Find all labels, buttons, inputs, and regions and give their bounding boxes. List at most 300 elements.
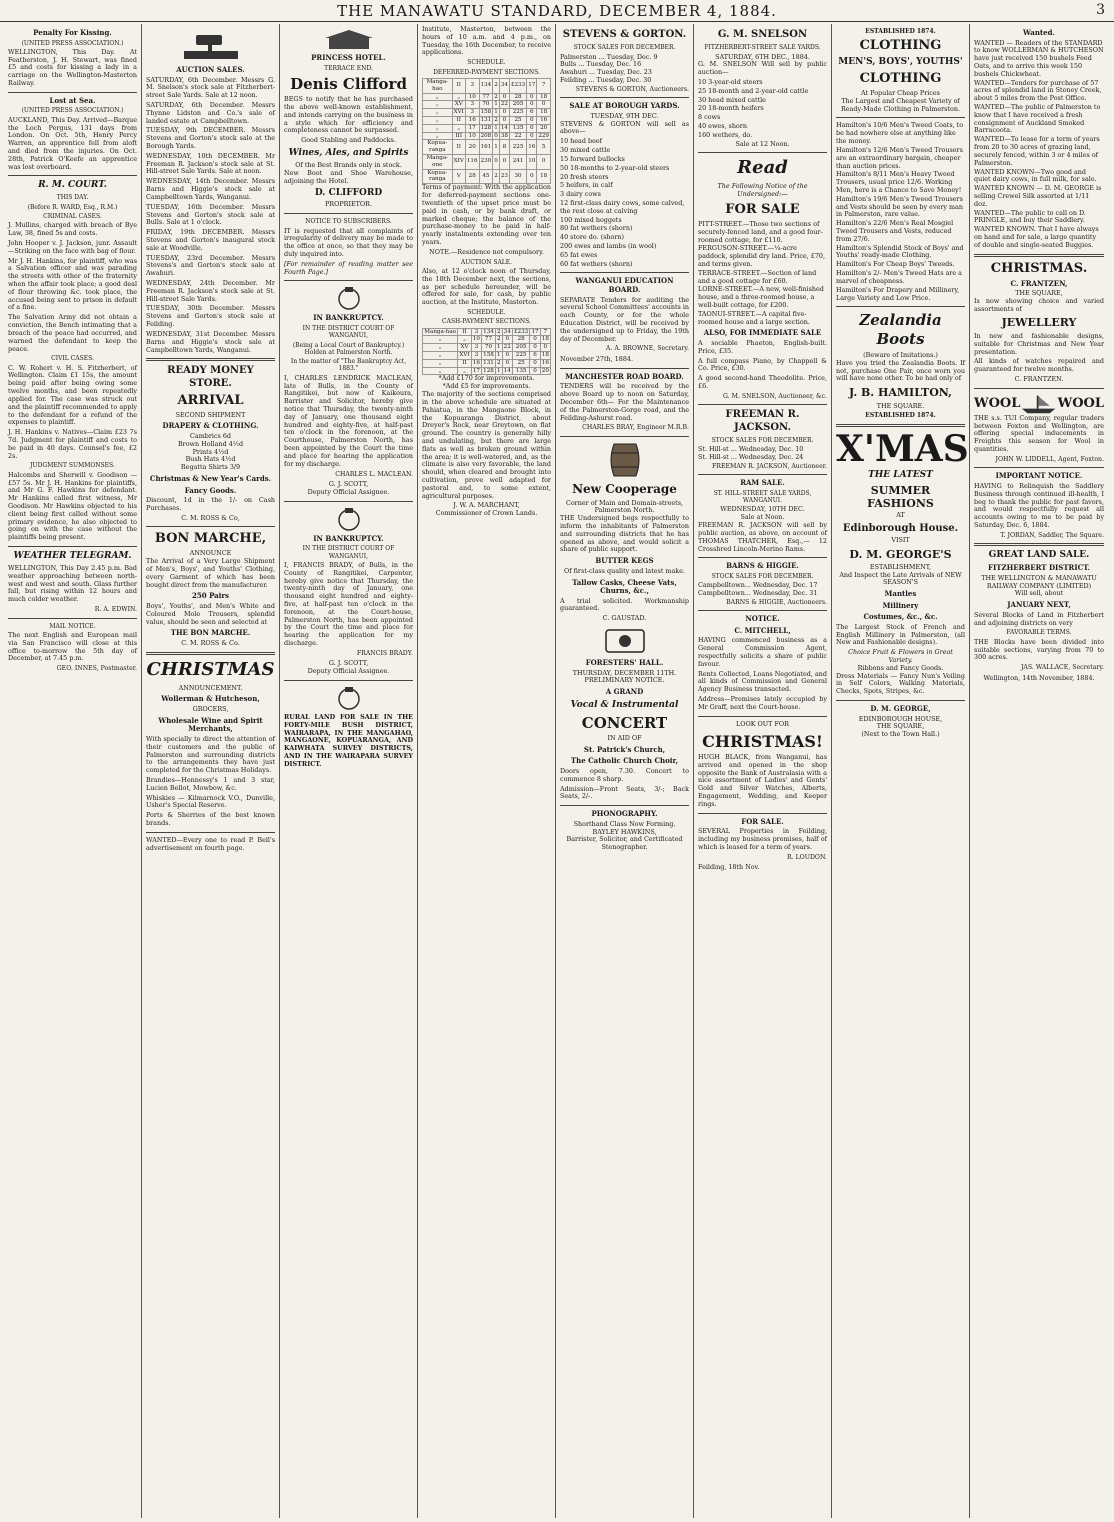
wallace-date: Wellington, 14th November, 1884. bbox=[983, 673, 1095, 682]
bankruptcy-holden: (Being a Local Court of Bankruptcy.) Holden at Palmerston North. bbox=[292, 341, 405, 356]
civil-para: J. H. Hankins v. Natives—Claim £23 7s 7d. Judgment for plaintiff and costs to be paid in 40 days. Counsel's fee, £2 2s. bbox=[8, 428, 137, 460]
table-cell: 18 bbox=[541, 352, 549, 358]
table-cell: 1 bbox=[496, 352, 501, 358]
table-cell: 77 bbox=[482, 336, 496, 344]
table-row bbox=[423, 132, 551, 140]
sg-signature: STEVENS & GORTON, Auctioneers. bbox=[575, 85, 689, 93]
notice-text: IT is requested that all complaints of irregularity of delivery may be made to the office at once, so that they may be duly inquired into. bbox=[284, 226, 413, 258]
visit: VISIT bbox=[891, 536, 910, 545]
bayley-name: BAYLEY HAWKINS, bbox=[592, 827, 657, 836]
frantzen-text: Is now showing choice and varied assortments of bbox=[974, 296, 1104, 313]
marchant-name: J. W. A. MARCHANT, bbox=[453, 501, 520, 510]
table-row bbox=[423, 116, 551, 124]
table-cell: 70 bbox=[479, 101, 493, 109]
table-cell: 0 bbox=[499, 93, 509, 101]
column-7 bbox=[832, 24, 970, 1518]
wholesale-heading: Wholesale Wine and Spirit Merchants, bbox=[158, 715, 263, 734]
wanted-item: WANTED—The public of Palmerston to know that I have received a fresh consignment of Auckland Smoked Barracoota. bbox=[974, 103, 1101, 135]
civil-heading: CIVIL CASES. bbox=[51, 355, 94, 363]
frj-sub: STOCK SALES FOR DECEMBER. bbox=[711, 436, 814, 444]
table-cell: 134 bbox=[483, 328, 494, 335]
bon-announce: ANNOUNCE bbox=[189, 549, 232, 558]
table-cell: 128 bbox=[483, 367, 494, 374]
drapery-item: Prints 4½d bbox=[192, 447, 229, 456]
bankruptcy-court: IN THE DISTRICT COURT OF WANGANUI, bbox=[302, 545, 395, 560]
brands: Of the Best Brands only in stock. bbox=[295, 160, 402, 169]
footer-square: THE SQUARE, bbox=[876, 722, 925, 731]
gms-heading: G. M. SNELSON bbox=[717, 29, 808, 40]
gms-item: 8 cows bbox=[698, 113, 721, 122]
cooperage-text: THE Undersigned begs respectfully to inform the inhabitants of Palmerston and surrounding districts that he has opened as above, and would solicit a share of public support. bbox=[560, 514, 689, 554]
gms-date: SATURDAY, 6TH DEC., 1884. bbox=[715, 52, 810, 61]
ports: Ports & Sherries of the best known brands. bbox=[146, 811, 275, 828]
jbh-square: THE SQUARE. bbox=[876, 401, 925, 410]
table-cell: 2 bbox=[494, 93, 498, 100]
clifford-name: D. CLIFFORD bbox=[314, 188, 383, 199]
bankruptcy2-signature: FRANCIS BRADY. bbox=[356, 649, 413, 657]
sg-date: Bulls ... Tuesday, Dec. 16 bbox=[560, 60, 642, 69]
loudon-date: Feilding, 18th Nov. bbox=[698, 863, 760, 872]
table-cell: 158 bbox=[483, 352, 494, 358]
table-cell: „ bbox=[423, 93, 453, 101]
wanted-item: WANTED—The public to call on D. PRINGLE, and buy their Saddlery. bbox=[974, 208, 1086, 225]
borough-item: 100 mixed hoggets bbox=[560, 215, 622, 224]
table-cell: 0 bbox=[530, 367, 540, 375]
xmas-heading: X'MAS bbox=[836, 427, 969, 470]
largest: The Largest and Cheapest Variety of Ready-Made Clothing in Palmerston. bbox=[840, 96, 961, 113]
table-cell: XIV bbox=[452, 155, 465, 170]
wanted-item: WANTED KNOWN. That I have always on hand and for sale, a large quantity of double and single-seated Buggies. bbox=[974, 225, 1099, 249]
table-cell: „ bbox=[458, 367, 471, 375]
table-row bbox=[423, 336, 551, 344]
bh-date: Campbelltown... Wednesday, Dec. 31 bbox=[698, 588, 818, 597]
sg-sub: STOCK SALES FOR DECEMBER. bbox=[573, 44, 676, 52]
table-cell: 0 bbox=[527, 101, 537, 109]
scott-name: G. J. SCOTT, bbox=[328, 659, 369, 668]
table-cell: 16 bbox=[527, 140, 537, 155]
table-cell: 3 bbox=[471, 352, 481, 360]
table-cell: 8 bbox=[499, 140, 509, 155]
gms-item: 10 3-year-old steers bbox=[698, 77, 763, 86]
frantzen-square: THE SQUARE, bbox=[1015, 289, 1063, 298]
wanted-item: WANTED—To lease for a term of years from 20 to 30 acres of grazing land, securely fenced, within 3 or 4 miles of Palmerston. bbox=[974, 135, 1100, 167]
table-cell: 0 bbox=[527, 93, 537, 101]
table-row bbox=[423, 124, 551, 132]
forsale-list bbox=[698, 221, 827, 327]
jbh-name: J. B. HAMILTON, bbox=[848, 386, 952, 400]
forsale-item: PITT-STREET.—Those two sections of securely-fenced land, and a good four-roomed cottage, for £110. bbox=[698, 219, 823, 244]
gaustad-name: C. GAUSTAD. bbox=[602, 614, 647, 623]
latest: THE LATEST bbox=[868, 469, 933, 480]
table-cell: XV bbox=[458, 344, 471, 352]
hamilton-item: Hamilton's 2/- Men's Tweed Hats are a marvel of cheapness. bbox=[836, 269, 962, 285]
drapery-item: Regatta Shirts 3/9 bbox=[180, 463, 241, 472]
phono-text: Shorthand Class Now Forming. bbox=[573, 819, 676, 828]
borough-item: 40 store do. (shorn) bbox=[560, 233, 625, 242]
table-cell: 229 bbox=[538, 132, 549, 139]
borough-item: 20 fresh steers bbox=[560, 172, 609, 181]
table-cell: 38 bbox=[500, 132, 508, 139]
notice-heading: NOTICE TO SUBSCRIBERS. bbox=[305, 218, 392, 226]
drapery-item: Cambrics 6d bbox=[190, 431, 231, 440]
hamilton-item: Hamilton's 12/6 Men's Tweed Trousers are an extraordinary bargain, cheaper than auction prices. bbox=[836, 145, 963, 170]
table-cell: 17 bbox=[472, 367, 480, 374]
table-cell: £233 bbox=[514, 328, 529, 335]
auction-item: WEDNESDAY, 31st December. Messrs Barns and Higgie's stock sale at Campbelltown Yards, Wanganui. bbox=[146, 329, 275, 354]
royal-arms-icon bbox=[284, 506, 413, 532]
table-cell: 0 bbox=[493, 155, 500, 170]
table-cell: Manga-hao bbox=[424, 328, 457, 335]
january: JANUARY NEXT, bbox=[1007, 600, 1071, 610]
table-cell: Manga-hao bbox=[423, 78, 453, 93]
pairs-text: Boys', Youths', and Men's White and Coloured Mole Trousers, splendid value, should be seen and selected at bbox=[146, 601, 275, 626]
auction-text: Also, at 12 o'clock noon of Thursday, the 18th December next, the sections, as per schedule hereunder, will be offered for sale, for cash, by public auction, at the Institute, Masterton. bbox=[422, 266, 551, 307]
table-cell: 3 bbox=[465, 109, 479, 117]
hamilton-item: Hamilton's For Drapery and Millinery, Large Variety and Low Price. bbox=[836, 285, 960, 302]
table-cell: 161 bbox=[479, 140, 493, 155]
kissing-heading: Penalty For Kissing. bbox=[33, 28, 112, 37]
table-cell: 0 bbox=[494, 132, 498, 139]
clothing-heading-2: CLOTHING bbox=[859, 71, 942, 87]
newspaper-columns bbox=[4, 24, 1110, 1518]
hamilton-list bbox=[836, 122, 965, 302]
table-cell: 3 bbox=[471, 344, 481, 352]
hamilton-item: Hamilton's Splendid Stock of Boys' and Youths' ready-made Clothing. bbox=[836, 243, 964, 260]
table-cell: „ bbox=[423, 109, 453, 117]
table-cell: 158 bbox=[480, 109, 492, 116]
table-cell: 0 bbox=[502, 352, 512, 360]
table-row bbox=[423, 109, 551, 117]
hamilton-item: Hamilton's 19/6 Men's Tweed Trousers and Vests should be seen by every man in Palmerston, rare value. bbox=[836, 194, 964, 219]
hotel-heading: PRINCESS HOTEL. bbox=[311, 53, 386, 62]
court-para: J. Mullins, charged with breach of Bye Law, 38, fined 5s and costs. bbox=[8, 221, 137, 238]
admission: Admission—Front Seats, 3/-; Back Seats, 2/-. bbox=[560, 784, 689, 801]
est-heading: ESTABLISHED 1874. bbox=[865, 28, 936, 35]
table-cell: 2 bbox=[496, 328, 501, 335]
intro-text: Institute, Masterton, between the hours of 10 a.m. and 4 p.m., on Tuesday, the 16th December, to receive applications. bbox=[422, 25, 551, 57]
christmas-heading: CHRISTMAS. bbox=[990, 260, 1088, 276]
wollerman-name: Wollerman & Hutcheson, bbox=[161, 694, 260, 704]
borough-item: 50 18-months to 2-year-old steers bbox=[560, 163, 670, 172]
wanted-item: WANTED KNOWN—Two good and quiet dairy cows, in full milk, for sale. bbox=[974, 167, 1097, 184]
table-cell: 25 bbox=[512, 359, 530, 367]
auction-item: SATURDAY, 6th December. Messrs G. M. Snelson's stock sale at Fitzherbert-street Sale Yards. Sale at 12 noon. bbox=[146, 75, 275, 100]
kissing-source: (UNITED PRESS ASSOCIATION.) bbox=[21, 39, 124, 47]
cooperage-sub: Corner of Main and Domain-streets, Palmerston North. bbox=[565, 498, 684, 515]
table-cell: 1 bbox=[494, 109, 498, 116]
summer: SUMMER FASHIONS bbox=[867, 483, 934, 511]
borough-item: 5 heifers, in calf bbox=[560, 181, 613, 190]
auction-item: TUESDAY, 16th December. Messrs Stevens and Gorton's stock sale at Bulls. Sale at 1 o'clock. bbox=[146, 202, 275, 227]
auction-item: WEDNESDAY, 10th DECEMBER. Mr Freeman R. Jackson's stock sale at St. Hill-street Sale Yards. Sale at noon. bbox=[146, 151, 275, 176]
mens-heading: MEN'S, BOYS', YOUTHS' bbox=[838, 57, 963, 68]
table-cell: III bbox=[452, 132, 465, 140]
masthead-title: THE MANAWATU STANDARD, DECEMBER 4, 1884. bbox=[337, 2, 777, 20]
add170-note: *Add £170 for improvements. bbox=[438, 374, 535, 383]
column-8 bbox=[970, 24, 1108, 1518]
table-cell: 16 bbox=[465, 116, 479, 124]
bankruptcy-signature: CHARLES L. MACLEAN. bbox=[335, 470, 413, 478]
judgment-para: Halcombs and Sherwill v. Goodison —£57 5s. Mr J. H. Hankins for plaintiffs, and Mr G. F. Hawkins for defendant. Mr Hankins called first witness, Mr Goodison. Mr Hawkins objected to his client being first called without some primary evidence, he also objected to going on with the case without the plaintiffs being present. bbox=[8, 470, 137, 542]
table-cell: 0 bbox=[530, 359, 540, 367]
remainder-note: [For remainder of reading matter see Fourth Page.] bbox=[284, 259, 413, 276]
drapery-item: Brown Holland 4½d bbox=[177, 439, 244, 448]
choice: Choice Fruit & Flowers in Great Variety. bbox=[848, 648, 953, 664]
table-cell: 18 bbox=[537, 93, 551, 101]
establishment: ESTABLISHMENT, bbox=[869, 562, 932, 571]
table-cell: „ bbox=[452, 93, 465, 101]
table-cell: 10 bbox=[527, 155, 537, 170]
table-cell: £233 bbox=[509, 78, 526, 93]
auction-item: SATURDAY, 6th December. Messrs Thynne Lidston and Co.'s sale of landed estate at Campbelltown. bbox=[146, 100, 275, 125]
table-cell: „ bbox=[423, 359, 458, 367]
stabling: Good Stabling and Paddocks. bbox=[301, 136, 396, 145]
tallow-heading: Tallow Casks, Cheese Vats, Churns, &c., bbox=[572, 577, 677, 596]
table-row bbox=[423, 169, 551, 184]
table-cell: 230 bbox=[479, 155, 493, 170]
table-cell: XVI bbox=[453, 109, 464, 116]
table-cell: 1 bbox=[496, 367, 501, 374]
sg-heading: STEVENS & GORTON. bbox=[562, 29, 687, 40]
cheap: At Popular Cheap Prices bbox=[861, 89, 940, 97]
column-2 bbox=[142, 24, 280, 1518]
schedule-heading: SCHEDULE. bbox=[467, 59, 506, 67]
sea-heading: Lost at Sea. bbox=[49, 95, 96, 105]
jewellery-heading: JEWELLERY bbox=[1001, 316, 1077, 330]
table-cell: 77 bbox=[479, 93, 493, 101]
bankruptcy-text: I, CHARLES LENDRICK MACLEAN, late of Bulls, in the County of Rangitikei, but now of Kaikoura, Barrister and Solicitor, hereby give notice that Thursday, the twenty-ninth day of January, one thousand eight hundred and eighty-five, at half-past ten o'clock in the forenoon, at the Courthouse, Palmerston North, has been appointed by the Court the time and place for hearing the application for my discharge. bbox=[284, 373, 413, 468]
costumes: Costumes, &c., &c. bbox=[863, 612, 938, 622]
table-row bbox=[423, 78, 551, 93]
court-para: Mr J. H. Hankins, for plaintiff, who was a Salvation officer and was parading the streets with other of the fraternity when the affair took place; a good deal of flour throwing &c. took place, the accused being sent to prison in default of a fine. bbox=[8, 256, 137, 312]
footer-next: (Next to the Town Hall.) bbox=[861, 730, 940, 739]
table-cell: 0 bbox=[527, 124, 537, 132]
cooperage-heading: New Cooperage bbox=[572, 481, 677, 496]
church-name: St. Patrick's Church, bbox=[583, 744, 666, 754]
gms-yards: FITZHERBERT-STREET SALE YARDS. bbox=[704, 44, 821, 52]
bh-sub: STOCK SALES FOR DECEMBER. bbox=[711, 572, 814, 580]
table-cell: 134 bbox=[479, 78, 493, 93]
civil-para: C. W. Robert v. H. S. Fitzherbert, of Wellington. Claim £1 15s, the amount being paid after being owing some twelve months, and been repeatedly applied for. The case was struck out and the plaintiff recommended to apply to the defendant for a refund of the expenses to plaintiff. bbox=[8, 363, 137, 427]
table-cell: 6 bbox=[527, 109, 537, 117]
table-cell: II bbox=[452, 116, 465, 124]
concert-pre: Vocal & Instrumental bbox=[570, 699, 679, 710]
scott-title: Deputy Official Assignee. bbox=[307, 667, 390, 676]
table-cell: II bbox=[452, 140, 465, 155]
read-heading: Read bbox=[737, 157, 788, 179]
table-cell: 0 bbox=[502, 336, 512, 344]
borough-item: 10 head beef bbox=[560, 137, 603, 146]
table-cell: 16 bbox=[472, 359, 480, 366]
table-cell: Kopua-ranga bbox=[423, 140, 453, 155]
railway-name: THE WELLINGTON & MANAWATU RAILWAY COMPANY (LIMITED) bbox=[981, 573, 1097, 590]
auction-item: TUESDAY, 30th December. Messrs Stevens and Gorton's stock sale at Feilding. bbox=[146, 304, 275, 329]
column-4 bbox=[418, 24, 556, 1518]
table-cell: 28 bbox=[512, 336, 530, 344]
table-cell: 16 bbox=[541, 359, 549, 366]
prelim-notice: PRELIMINARY NOTICE. bbox=[584, 676, 665, 685]
table-row bbox=[423, 140, 551, 155]
table-cell: 14 bbox=[500, 124, 508, 131]
millinery: Millinery bbox=[882, 600, 919, 610]
table-cell: II bbox=[458, 359, 471, 367]
liddell-signature: JOHN W. LIDDELL, Agent, Foxton. bbox=[995, 455, 1104, 463]
auction-heading: AUCTION SALE. bbox=[460, 258, 513, 266]
table-cell: „ bbox=[423, 101, 453, 109]
table-cell: 208 bbox=[480, 132, 492, 139]
mail-text: The next English and European mail via San Francisco will close at this office to-morrow the 5th day of December, at 7.45 p.m. bbox=[8, 630, 137, 663]
column-3 bbox=[280, 24, 418, 1518]
lookout: LOOK OUT FOR bbox=[736, 719, 789, 728]
table-cell: 241 bbox=[509, 155, 526, 170]
table-cell: 2 bbox=[494, 116, 498, 123]
table-cell: 2 bbox=[493, 169, 500, 184]
mail-signature: GEO. INNES, Postmaster. bbox=[56, 665, 137, 673]
gms-item: 30 head mixed cattle bbox=[698, 95, 766, 104]
table-cell: 23 bbox=[499, 169, 509, 184]
table-cell: 3 bbox=[465, 101, 479, 109]
wool-label: WOOL bbox=[974, 395, 1021, 411]
zealandia-text: Have you tried the Zealandia Boots. If not, purchase One Pair, once worn you will have none other. To be had only of bbox=[836, 358, 965, 383]
table-cell: 0 bbox=[537, 155, 551, 170]
borough-item: 3 dairy cows bbox=[560, 190, 601, 199]
table-cell: XV bbox=[452, 101, 465, 109]
forsale-item: LORNE-STREET.—A new, well-finished house, and a three-roomed house, a well-built cottage, for £200. bbox=[698, 285, 824, 309]
wallace-name: JAS. WALLACE, Secretary. bbox=[1020, 664, 1104, 672]
wanted-item: WANTED—Tenders for purchase of 57 acres of splendid land in Stoney Creek, about 5 miles from the Post Office. bbox=[974, 78, 1102, 103]
sea-text: AUCKLAND, This Day. Arrived—Barque the Loch Pergus, 131 days from London. On Oct. 5th, Henry Percy Warren, an apprentice fell from aloft and died from the injuries. On Oct. 28th, Patrick O'Keefe an apprentice was lost overboard. bbox=[8, 115, 137, 171]
table-cell: 18 bbox=[541, 336, 549, 343]
mail-heading: MAIL NOTICE. bbox=[49, 622, 96, 630]
table-cell: 25 bbox=[509, 116, 526, 124]
table-cell: „ bbox=[423, 367, 458, 375]
grand: A GRAND bbox=[605, 687, 644, 697]
gms-signature: G. M. SNELSON, Auctioneer, &c. bbox=[722, 392, 827, 400]
ram-noon: Sale at Noon. bbox=[740, 513, 785, 522]
address-text: Address—Premises lately occupied by Mr Graff, next the Court-house. bbox=[698, 695, 827, 711]
sale-heading: FOR SALE. bbox=[741, 816, 784, 826]
mitchell-name: C. MITCHELL, bbox=[734, 625, 791, 635]
table-row bbox=[423, 352, 551, 360]
ram-text: FREEMAN R. JACKSON will sell by public auction, as above, on account of THOMAS THATCHER, Esq.,— 12 Crossbred Lincoln-Merino Rams. bbox=[698, 521, 827, 553]
christmas-sub: ANNOUNCEMENT. bbox=[178, 683, 243, 692]
forsale-heading: FOR SALE bbox=[725, 202, 800, 218]
table-cell: Manga-one bbox=[423, 155, 453, 170]
table-cell: 1 bbox=[494, 124, 498, 131]
clothing-heading: CLOTHING bbox=[859, 38, 942, 54]
hall-name: FORESTERS' HALL. bbox=[585, 658, 664, 668]
grocers: GROCERS, bbox=[192, 705, 229, 714]
sg-date: Palmerston ... Tuesday, Dec. 9 bbox=[560, 52, 658, 61]
jewellery-text: In new and fashionable designs, suitable for Christmas and New Year presentation. bbox=[974, 331, 1104, 356]
table-cell: „ bbox=[423, 132, 453, 140]
table-cell: 1 bbox=[496, 344, 501, 351]
zealandia-heading: Zealandia Boots bbox=[859, 311, 942, 348]
page-number: 3 bbox=[1096, 2, 1106, 18]
auction-item: WEDNESDAY, 24th December. Mr Freeman R. Jackson's stock sale at St. Hill-street Sale Yards. bbox=[146, 279, 275, 303]
edinburgh: Edinborough House. bbox=[842, 523, 959, 535]
gms-list bbox=[698, 79, 827, 140]
table-cell: 22 bbox=[509, 132, 526, 140]
phaeton: A sociable Phaeton, English-built. Price, £35. bbox=[698, 338, 827, 355]
court-para: The Salvation Army did not obtain a conviction, the Bench intimating that a breach of the peace had occurred, and warned the defendant to keep the peace. bbox=[8, 313, 137, 353]
mitchell-text: HAVING commenced business as a General Commission Agent, respectfully solicits a share of public favour. bbox=[698, 636, 827, 668]
sg-date: Feilding ... Tuesday, Dec. 30 bbox=[560, 75, 652, 84]
table-cell: 18 bbox=[537, 109, 551, 117]
frantzen-signature: C. FRANTZEN. bbox=[1014, 374, 1064, 383]
table-cell: 6 bbox=[530, 352, 540, 360]
sale-text: SEVERAL Properties in Feilding, including my business premises, half of which is leased for a term of years. bbox=[698, 827, 827, 851]
table-cell: 14 bbox=[503, 367, 511, 374]
gms-intro: G. M. SNELSON Will sell by public auction— bbox=[698, 60, 827, 77]
borough-item: 15 forward bullocks bbox=[560, 154, 625, 163]
butter-heading: BUTTER KEGS bbox=[595, 556, 654, 566]
table-cell: 225 bbox=[512, 352, 530, 360]
table-cell: „ bbox=[452, 124, 465, 132]
boot-text: New Boot and Shoe Warehouse, adjoining the Hotel. bbox=[284, 168, 413, 185]
fancy-goods: Fancy Goods. bbox=[184, 485, 237, 495]
table-cell: 0 bbox=[530, 336, 540, 344]
cash-heading: CASH-PAYMENT SECTIONS. bbox=[442, 318, 531, 326]
blocks-text: THE Blocks have been divided into suitable sections, varying from 70 to 300 acres. bbox=[974, 637, 1104, 662]
borough-list bbox=[560, 138, 689, 268]
table-cell: 20 bbox=[541, 367, 549, 374]
inspect: And Inspect the Late Arrivals of NEW SEASON'S bbox=[839, 570, 962, 587]
table-row bbox=[423, 155, 551, 170]
royal-arms-icon bbox=[284, 285, 413, 311]
table-row bbox=[423, 344, 551, 352]
bankruptcy-heading: IN BANKRUPTCY. bbox=[313, 533, 384, 543]
pairs-heading: 250 Pairs bbox=[192, 591, 229, 601]
edu-signature: A. A. BROWNE, Secretary. bbox=[605, 345, 689, 353]
wines: Wines, Ales, and Spirits bbox=[288, 148, 409, 159]
hotel-text: BEGS to notify that he has purchased the above well-known establishment, and intends carrying on the business in a style which for efficiency and completeness cannot be surpassed. bbox=[284, 95, 413, 135]
zealandia-sub: (Beware of Imitations.) bbox=[863, 350, 938, 359]
table-cell: II bbox=[452, 78, 465, 93]
table-cell: 0 bbox=[527, 132, 537, 140]
court-before: (Before R. WARD, Esq., R.M.) bbox=[27, 203, 118, 211]
edu-date: November 27th, 1884. bbox=[560, 354, 634, 363]
bayley-title: Barrister, Solicitor, and Certificated Stenographer. bbox=[566, 835, 683, 852]
table-cell: 20 bbox=[537, 124, 551, 132]
table-cell: II bbox=[458, 328, 471, 336]
table-cell: 0 bbox=[499, 109, 509, 117]
stock-text: The Largest Stock of French and English Millinery in Palmerston, (all New and Fashionable designs). bbox=[836, 622, 965, 647]
marchant-title: Commissioner of Crown Lands. bbox=[435, 509, 538, 518]
table-cell: 0 bbox=[537, 101, 551, 109]
edu-text: SEPARATE Tenders for auditing the several School Committees' accounts in each County, or for the whole Education District, will be received by the undersigned up to Friday, the 19th day of December. bbox=[560, 295, 689, 343]
road-signature: CHARLES BRAY, Engineer M.R.B. bbox=[582, 424, 689, 432]
important-heading: IMPORTANT NOTICE. bbox=[995, 471, 1083, 481]
terms-text: Terms of payment: With the application for deferred-payment sections one-twentieth of the upset price must be paid in cash, or by bank draft, or marked cheque; the balance of the purchase-money to be paid in half-yearly instalments extending over ten years. bbox=[422, 183, 551, 246]
note: NOTE.—Residence not compulsory. bbox=[429, 247, 544, 256]
immediate-heading: ALSO, FOR IMMEDIATE SALE bbox=[703, 328, 822, 338]
table-cell: 128 bbox=[480, 124, 492, 131]
table-cell: 205 bbox=[512, 344, 530, 352]
scott-name: G. J. SCOTT, bbox=[328, 480, 369, 489]
table-cell: 16 bbox=[537, 116, 551, 124]
hamilton-item: Hamilton's For Cheap Boys' Tweeds. bbox=[836, 260, 955, 269]
forsale-item: FERGUSON-STREET.—¼-acre paddock, splendid dry land. Price, £70, and terms given. bbox=[698, 244, 825, 268]
ram-heading: RAM SALE. bbox=[740, 478, 785, 488]
table-row bbox=[423, 359, 551, 367]
table-cell: 135 bbox=[509, 124, 526, 132]
footer-house: EDINBOROUGH HOUSE, bbox=[858, 714, 943, 723]
ross-footer: C. M. ROSS & Co. bbox=[181, 638, 240, 647]
auction-heading: AUCTION SALES. bbox=[176, 65, 245, 74]
cash-table bbox=[422, 328, 551, 376]
auction-item: TUESDAY, 23rd December. Messrs Stevens's and Gorton's stock sale at Awahuri. bbox=[146, 253, 275, 278]
